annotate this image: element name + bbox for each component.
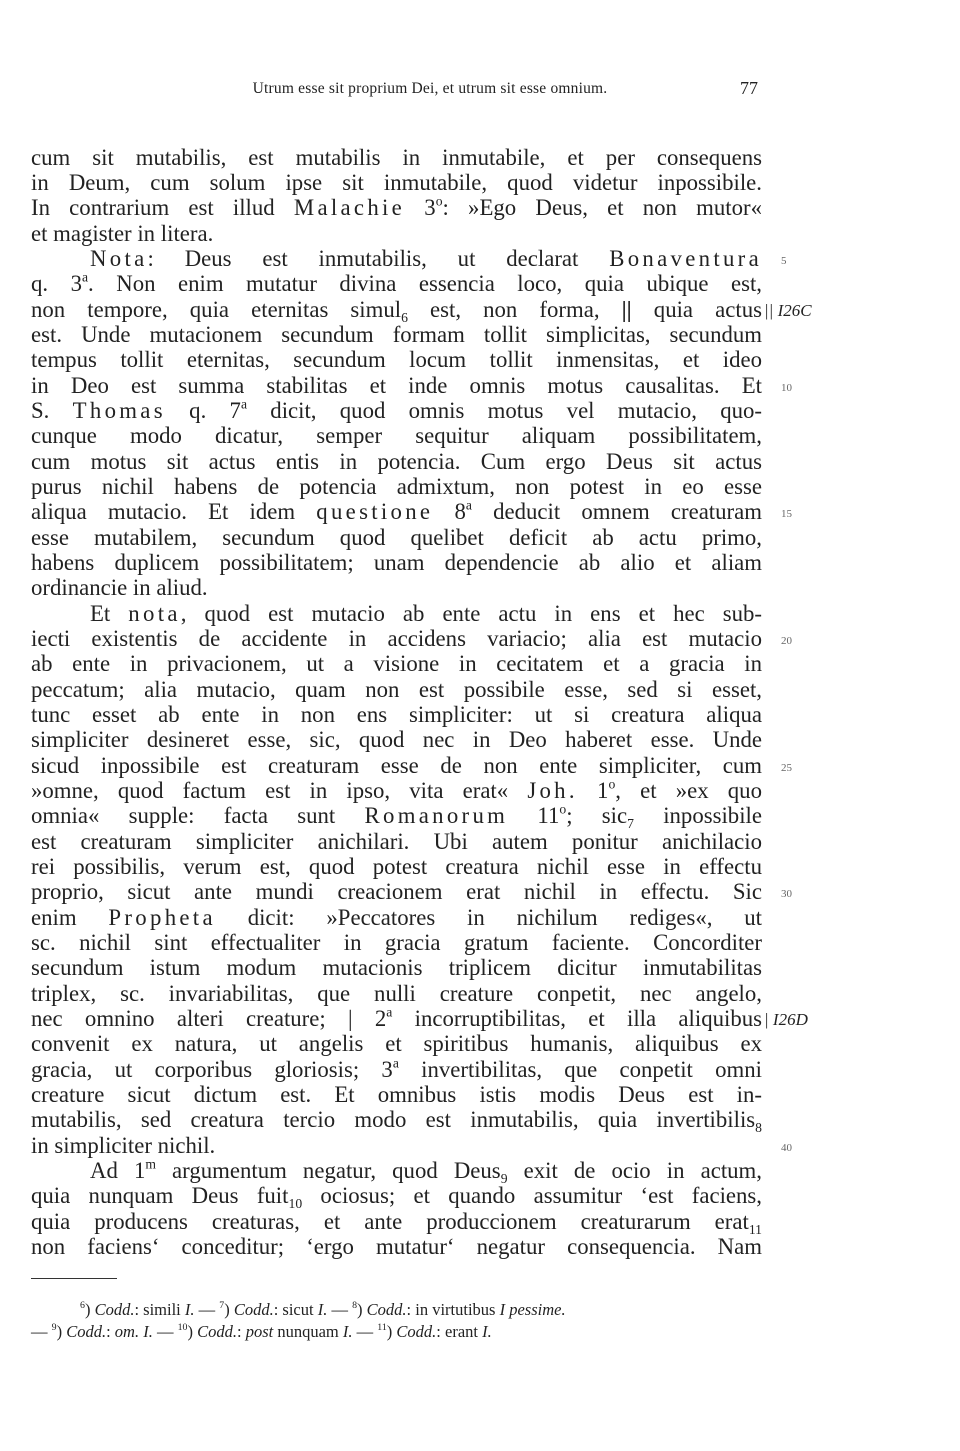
text-line: et magister in litera.: [31, 221, 214, 246]
text-line: secundum istum modum mutacionis triplicem dicitur inmutabilitas: [31, 955, 762, 980]
line-number: 30: [781, 888, 792, 900]
running-head: Utrum esse sit proprium Dei, et utrum sit esse omnium.: [252, 80, 608, 97]
text-line: non tempore, quia eternitas simul$_6$ est, non forma, || quia actus: [31, 297, 762, 325]
footnote-divider: [31, 1278, 117, 1279]
text-line: simpliciter desineret esse, sic, quod nec in Deo haberet esse. Unde: [31, 727, 762, 752]
text-line: tempus tollit eternitas, secundum locum tollit inmensitas, et ideo: [31, 347, 762, 372]
text-line: cunque modo dicatur, semper sequitur aliquam possibilitatem,: [31, 423, 762, 448]
text-line: q. 3$^a$. Non enim mutatur divina essencia loco, quia ubique est,: [31, 269, 763, 296]
text-line: iecti existentis de accidente in accidens variacio; alia est mutacio: [31, 626, 762, 651]
text-line: peccatum; alia mutacio, quam non est possibile esse, sed si esset,: [31, 677, 762, 702]
spaced-name: Nota: [90, 246, 148, 271]
text-line: gracia, ut corporibus gloriosis; 3$^a$ invertibilitas, que conpetit omni: [31, 1055, 762, 1082]
line-number: 5: [781, 255, 787, 267]
text-line: cum sit mutabilis, est mutabilis in inmutabile, et per consequens: [31, 145, 762, 170]
text-line: proprio, sicut ante mundi creacionem erat nichil in effectu. Sic: [31, 879, 762, 904]
spaced-name: questione: [316, 499, 434, 524]
page-header: [0, 0, 960, 130]
text-line: est creaturam simpliciter anichilari. Ubi autem ponitur anichilacio: [31, 829, 762, 854]
text-line: Ad 1$^m$ argumentum negatur, quod Deus$_9$ exit de ocio in actum,: [90, 1156, 762, 1186]
text-line: mutabilis, sed creatura tercio modo est inmutabilis, quia invertibilis$_8$: [31, 1107, 762, 1135]
footnote-line: $^6$) Codd.: simili I. — $^7$) Codd.: sicut I. — $^8$) Codd.: in virtutibus I pessime.: [80, 1300, 566, 1319]
spaced-name: Thomas: [72, 398, 166, 423]
text-line: rei possibilis, verum est, quod potest creatura nichil esse in effectu: [31, 854, 762, 879]
spaced-name: Bonaventura: [609, 246, 762, 271]
spaced-name: nota: [128, 601, 181, 626]
text-line: est. Unde mutacionem secundum formam tollit simplicitas, secundum: [31, 322, 762, 347]
column-break-mark: ||: [621, 297, 632, 322]
line-number: 40: [781, 1142, 792, 1154]
line-number: 25: [781, 762, 792, 774]
footnote-line: — $^9$) Codd.: om. I. — $^{10}$) Codd.: post nunquam I. — $^{11}$) Codd.: erant I.: [31, 1322, 492, 1341]
text-line: habens duplicem possibilitatem; unam dependencie ab alio et aliam: [31, 550, 762, 575]
line-number: 15: [781, 508, 792, 520]
text-line: aliqua mutacio. Et idem questione 8$^a$ deducit omnem creaturam: [31, 497, 762, 524]
folio-reference: | I26D: [764, 1010, 808, 1029]
text-line: non faciens‘ conceditur; ‘ergo mutatur‘ negatur consequencia. Nam: [31, 1234, 762, 1259]
spaced-name: Romanorum: [364, 803, 509, 828]
text-line: S. Thomas q. 7$^a$ dicit, quod omnis motus vel mutacio, quo-: [31, 396, 762, 423]
text-line: sicud inpossibile est creaturam esse de non ente simpliciter, cum: [31, 753, 762, 778]
page-number: 77: [740, 78, 758, 98]
text-line: enim Propheta dicit: »Peccatores in nichilum rediges«, ut: [31, 905, 762, 930]
text-line: in Deo est summa stabilitas et inde omnis motus causalitas. Et: [31, 373, 762, 398]
text-line: cum motus sit actus entis in potencia. Cum ergo Deus sit actus: [31, 449, 762, 474]
text-line: Et nota, quod est mutacio ab ente actu in ens et hec sub-: [90, 601, 762, 626]
text-line: nec omnino alteri creature; | 2$^a$ incorruptibilitas, et illa aliquibus: [31, 1004, 762, 1031]
text-line: ab ente in privacionem, ut a visione in cecitatem et a gracia in: [31, 651, 762, 676]
text-line: Nota: Deus est inmutabilis, ut declarat Bonaventura: [90, 246, 762, 271]
line-number: 10: [781, 382, 792, 394]
line-number: 20: [781, 635, 792, 647]
text-line: sc. nichil sint effectualiter in gracia gratum faciente. Concorditer: [31, 930, 762, 955]
text-line: quia producens creaturas, et ante produccionem creaturarum erat$_{11}$: [31, 1209, 762, 1237]
text-line: in Deum, cum solum ipse sit inmutabile, quod videtur inpossibile.: [31, 170, 762, 195]
text-line: esse mutabilem, secundum quod quelibet deficit ab actu primo,: [31, 525, 762, 550]
text-line: creature sicut dictum est. Et omnibus istis modis Deus est in-: [31, 1082, 762, 1107]
text-line: convenit ex natura, ut angelis et spiritibus humanis, aliquibus ex: [31, 1031, 762, 1056]
spaced-name: Malachie: [293, 195, 406, 220]
spaced-name: Propheta: [108, 905, 216, 930]
text-line: tunc esset ab ente in non ens simpliciter: ut si creatura aliqua: [31, 702, 762, 727]
folio-reference: || I26C: [764, 301, 812, 320]
text-line: triplex, sc. invariabilitas, que nulli creature conpetit, nec angelo,: [31, 981, 762, 1006]
text-line: quia nunquam Deus fuit$_{10}$ ociosus; et quando assumitur ‘est faciens,: [31, 1183, 762, 1211]
text-line: In contrarium est illud Malachie 3$^o$: »Ego Deus, et non mutor«: [31, 193, 762, 220]
text-line: »omne, quod factum est in ipso, vita erat« Joh. 1$^o$, et »ex quo: [31, 776, 762, 803]
column-break-mark: |: [348, 1006, 353, 1031]
spaced-name: Joh.: [527, 778, 578, 803]
text-line: purus nichil habens de potencia admixtum, non potest in eo esse: [31, 474, 762, 499]
text-line: omnia« supple: facta sunt Romanorum 11$^o$; sic$_7$ inpossibile: [31, 801, 762, 831]
text-line: in simpliciter nichil.: [31, 1133, 216, 1158]
text-line: ordinancie in aliud.: [31, 575, 208, 600]
